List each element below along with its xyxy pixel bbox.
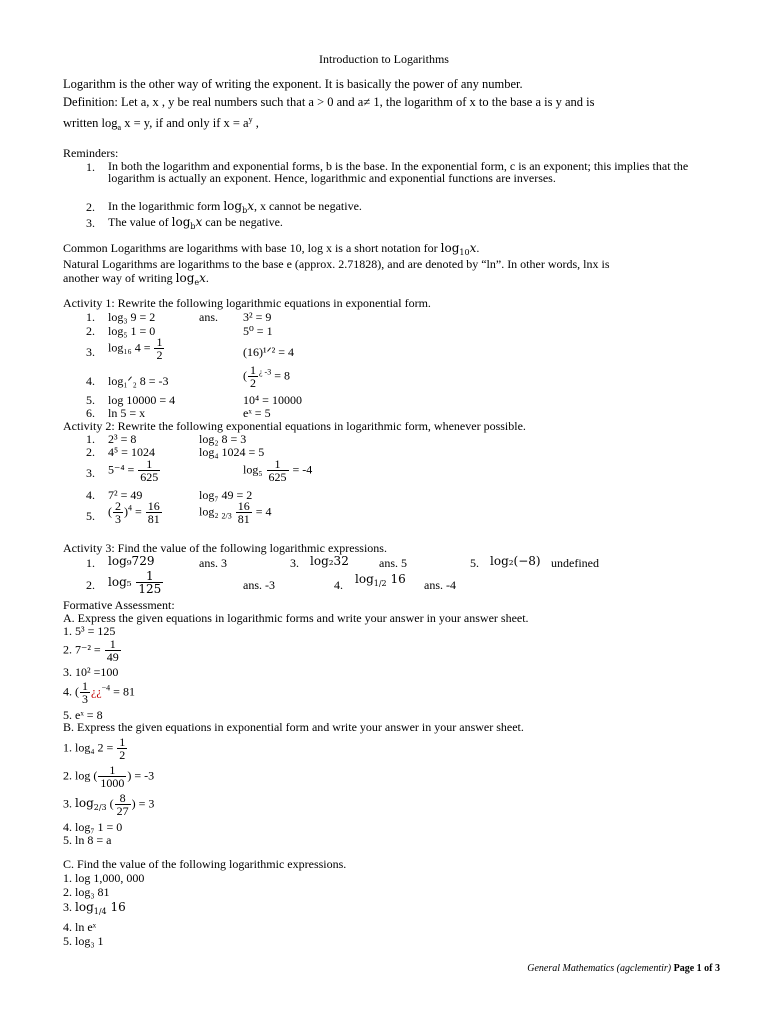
section-c-heading: C. Find the value of the following logarithmic expressions. [63, 857, 347, 871]
activity-3-answer: ans. -4 [424, 578, 456, 592]
page-number: Page 1 of 3 [673, 963, 720, 974]
reminder-2: In the logarithmic form $\log_bx$, x cannot be negative. [108, 199, 362, 215]
log-text: log₂ [199, 504, 222, 519]
fraction: $\frac{16}{81}$ [147, 499, 160, 526]
fraction: $\frac{1}{2}$ [119, 735, 126, 762]
definition-line-1: Definition: Let a, x , y be real numbers such that a > 0 and a≠ 1, the logarithm of x to the base a is y and is [63, 95, 595, 109]
activity-2-exp: 2³ = 8 [108, 432, 137, 446]
activity-1-log: log₃ 9 = 2 [108, 310, 156, 324]
definition-text-c: , [252, 116, 259, 130]
fraction: $\frac{1}{2}$ [250, 363, 256, 390]
list-number: 1. [86, 160, 95, 174]
activity-2-exp: ( $\frac{2}{3}$ )$^4$ = $\frac{16}{81}$ [108, 499, 160, 526]
activity-3-expr [108, 570, 164, 595]
item-text: 4. ( [63, 684, 79, 699]
page-title: Introduction to Logarithms [319, 52, 449, 66]
activity-2-log: log₅ $\frac{1}{625}$ = -4 [243, 457, 313, 484]
activity-2-log: log₂ $_{2/3}$ $\frac{16}{81}$ = 4 [199, 499, 272, 526]
reminder-3-tail: can be negative. [202, 215, 283, 229]
list-number: 4. [334, 578, 343, 592]
reminder-2-text: In the logarithmic form [108, 199, 224, 213]
activity-2-log: log₂ 8 = 3 [199, 432, 247, 446]
list-number: 2. [86, 445, 95, 459]
list-number: 2. [86, 200, 95, 214]
fraction: $\frac{1}{625}$ [268, 457, 287, 484]
list-number: 2. [86, 578, 95, 592]
activity-1-log: log 10000 = 4 [108, 393, 176, 407]
list-number: 3. [86, 216, 95, 230]
page-footer [527, 963, 720, 974]
reminder-1: In both the logarithm and exponential forms, b is the base. In the exponential form, c is an exponent; this implies that the logarithm is actually an exponent. Hence, logarithmic and exponential functions are inverses. [108, 159, 689, 185]
activity-1-log: log₁ᐟ₂ 8 = -3 [108, 374, 169, 388]
natural-logarithms-2: another way of writing $\log_ex$. [63, 271, 209, 287]
list-number: 1. [86, 432, 95, 446]
activity-2-log: log₄ 1024 = 5 [199, 445, 265, 459]
activity-1-exp: ( $\frac{1}{2}$ $^{¿ -3}$ = 8 [243, 363, 290, 390]
activity-1-exp: eˣ = 5 [243, 406, 271, 420]
activity-1-log: log₅ 1 = 0 [108, 324, 156, 338]
list-number: 5. [86, 393, 95, 407]
fraction: $\frac{1}{3}$ [82, 679, 88, 706]
activity-3-answer: ans. -3 [243, 578, 275, 592]
fraction: $\frac{1}{2}$ [156, 335, 163, 362]
list-number: 4. [86, 374, 95, 388]
log-text: log [355, 572, 374, 586]
section-c-item: 1. log 1,000, 000 [63, 871, 145, 885]
section-a-heading: A. Express the given equations in logarithmic forms and write your answer in your answer sheet. [63, 611, 529, 625]
list-number: 3. [86, 466, 95, 480]
natural-text: another way of writing [63, 271, 176, 285]
list-number: 6. [86, 406, 95, 420]
exp-text: = 8 [271, 368, 290, 383]
section-c-item: 2. log₃ 81 [63, 885, 110, 899]
activity-3-answer: ans. 3 [199, 556, 227, 570]
section-c-item: 3. $\log_{1/4} 16$ [63, 900, 126, 916]
item-text: 2. 7⁻² = [63, 642, 104, 657]
definition-line-2: written $\log_a x = y$, if and only if $x = a^y$ , [63, 115, 259, 132]
section-a-item: 5. eˣ = 8 [63, 708, 103, 722]
definition-text: written log [63, 116, 118, 130]
item-text-b: ) = -3 [127, 768, 155, 783]
definition-text-b: x = y, if and only if x = a [121, 116, 249, 130]
section-b-heading: B. Express the given equations in exponential form and write your answer in your answer sheet. [63, 720, 524, 734]
section-b-item: 4. log₇ 1 = 0 [63, 820, 123, 834]
section-a-item: 3. 10² =100 [63, 665, 119, 679]
fraction: $\frac{16}{81}$ [237, 499, 250, 526]
activity-2-heading: Activity 2: Rewrite the following exponential equations in logarithmic form, whenever possible. [63, 419, 526, 433]
reminder-3: The value of $\log_bx$ can be negative. [108, 215, 283, 231]
section-a-item: 4. ( $\frac{1}{3}$ ¿¿$^{-4}$ = 81 [63, 679, 135, 706]
activity-1-log [108, 336, 165, 361]
log-text: log₅ [243, 462, 266, 477]
section-b-item [63, 764, 154, 789]
exp-text: 5⁻⁴ = [108, 462, 138, 477]
fraction: $\frac{1}{1000}$ [100, 763, 125, 790]
item-text-b: ) = 3 [131, 796, 155, 811]
reminder-3-text: The value of [108, 215, 172, 229]
section-b-item [63, 736, 128, 761]
formative-label: Formative Assessment: [63, 598, 175, 612]
list-number: 2. [86, 324, 95, 338]
log-text: log₅ [108, 575, 136, 589]
item-text: 1. log₄ 2 = [63, 740, 117, 755]
list-number: 3. [290, 556, 299, 570]
reminder-2-tail: , x cannot be negative. [253, 199, 362, 213]
activity-2-log: log₇ 49 = 2 [199, 488, 253, 502]
activity-3-expr: log₉729 [108, 554, 155, 568]
fraction: $\frac{1}{49}$ [106, 637, 119, 664]
section-c-item: 5. log₃ 1 [63, 934, 104, 948]
section-a-item [63, 638, 122, 663]
section-b-item: 5. ln 8 = a [63, 833, 112, 847]
list-number: 5. [86, 509, 95, 523]
activity-3-expr: log₂(−8) [490, 554, 541, 568]
natural-logarithms: Natural Logarithms are logarithms to the base e (approx. 2.71828), and are denoted by “ln”. In other words, lnx is [63, 257, 610, 271]
list-number: 1. [86, 556, 95, 570]
activity-2-exp: 7² = 49 [108, 488, 143, 502]
fraction: $\frac{2}{3}$ [115, 499, 121, 526]
activity-3-answer: ans. 5 [379, 556, 407, 570]
activity-1-exp: (16)¹ᐟ² = 4 [243, 345, 295, 359]
list-number: 5. [470, 556, 479, 570]
fraction: $\frac{1}{125}$ [138, 569, 162, 596]
footer-text: General Mathematics (agclementir) [527, 963, 674, 974]
activity-1-exp: 10⁴ = 10000 [243, 393, 302, 407]
reminders-label: Reminders: [63, 146, 119, 160]
list-number: 1. [86, 310, 95, 324]
common-text: Common Logarithms are logarithms with base 10, log x is a short notation for [63, 241, 441, 255]
activity-1-heading: Activity 1: Rewrite the following logarithmic equations in exponential form. [63, 296, 431, 310]
activity-1-log: ln 5 = x [108, 406, 146, 420]
activity-3-expr: log₂32 [310, 554, 349, 568]
activity-2-exp [108, 458, 161, 483]
activity-1-exp: 5⁰ = 1 [243, 324, 273, 338]
item-text: 2. log ( [63, 768, 98, 783]
item-text: 3. [63, 796, 75, 811]
activity-3-expr: $\log_{1/2} 16$ [355, 572, 406, 588]
activity-2-exp: 4⁵ = 1024 [108, 445, 155, 459]
ans-label: ans. [199, 310, 218, 324]
item-text: 3. [63, 900, 75, 914]
common-logarithms: Common Logarithms are logarithms with base 10, log x is a short notation for $\log_{10}x$. [63, 241, 480, 257]
list-number: 4. [86, 488, 95, 502]
log-text: log₁₆ 4 = [108, 340, 154, 355]
intro-paragraph: Logarithm is the other way of writing the exponent. It is basically the power of any number. [63, 77, 523, 91]
item-text-b: = 81 [110, 684, 135, 699]
section-c-item: 4. ln eˣ [63, 920, 97, 934]
section-b-item: 3. $\log_{2/3}$ ( $\frac{8}{27}$ ) = 3 [63, 791, 155, 818]
activity-3-answer: undefined [551, 556, 599, 570]
activity-1-exp: 3² = 9 [243, 310, 272, 324]
activity-3-heading: Activity 3: Find the value of the following logarithmic expressions. [63, 541, 387, 555]
fraction: $\frac{8}{27}$ [116, 791, 129, 818]
fraction: $\frac{1}{625}$ [140, 457, 159, 484]
section-a-item: 1. 5³ = 125 [63, 624, 116, 638]
list-number: 3. [86, 345, 95, 359]
